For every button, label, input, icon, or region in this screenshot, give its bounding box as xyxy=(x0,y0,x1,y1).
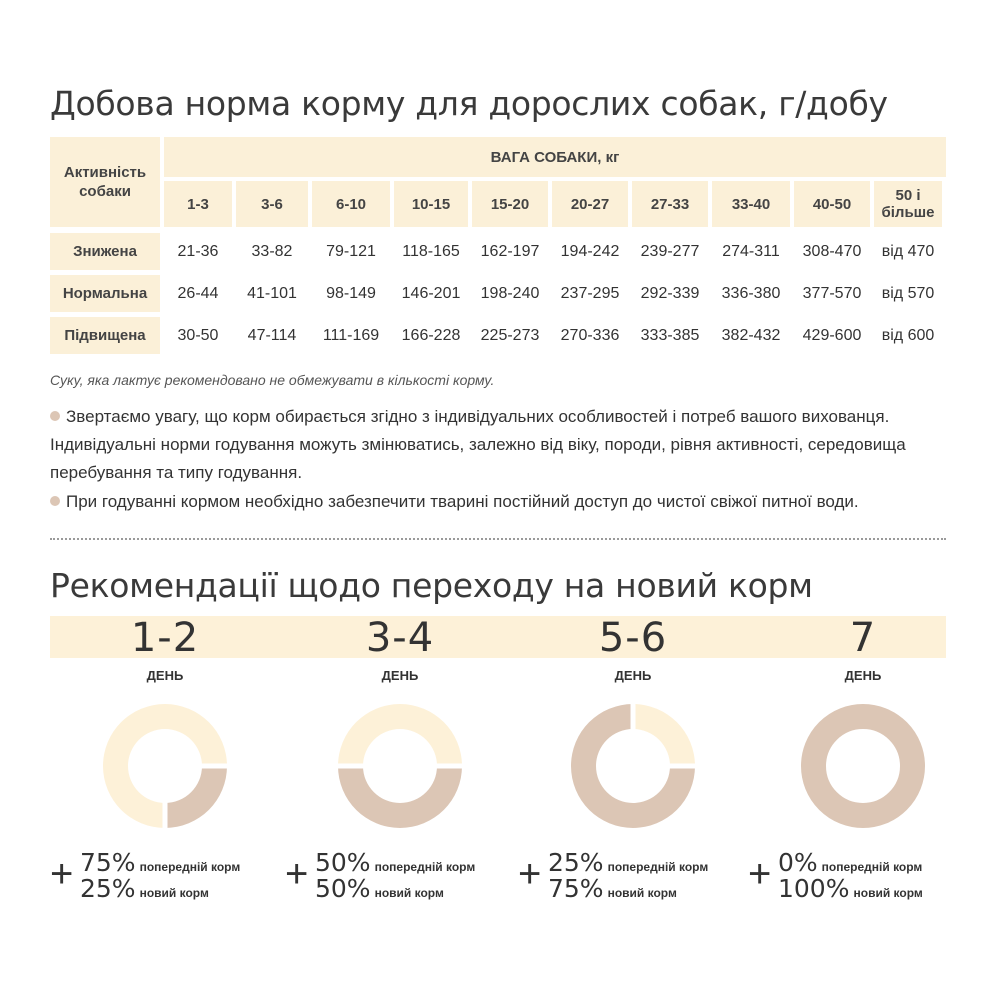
feed-amount-cell: 162-197 xyxy=(480,242,540,260)
feed-amount-cell: 270-336 xyxy=(560,326,620,344)
feed-amount-cell: 237-295 xyxy=(560,284,620,302)
plus-icon: + xyxy=(285,852,309,896)
feed-amount-cell: 382-432 xyxy=(721,326,781,344)
new-food-line xyxy=(548,874,677,903)
feed-amount-cell: 111-169 xyxy=(322,326,380,344)
weight-range-header: 15-20 xyxy=(472,181,548,227)
feed-amount-cell: 79-121 xyxy=(326,242,376,260)
new-food-segment xyxy=(165,766,227,828)
feed-amount-cell: 333-385 xyxy=(640,326,700,344)
mix-legend xyxy=(748,848,978,908)
feed-amount-cell: 239-277 xyxy=(640,242,700,260)
transition-step xyxy=(748,615,978,903)
feed-amount-cell: від 470 xyxy=(881,242,935,260)
new-food-label: новий корм xyxy=(607,886,677,900)
feed-amount-cell: 377-570 xyxy=(802,284,862,302)
feed-amount-cell: 429-600 xyxy=(802,326,862,344)
day-range: 7 xyxy=(849,615,877,661)
new-food-percent: 50% xyxy=(315,874,371,903)
bullet-individual-norms xyxy=(50,403,950,487)
new-food-line xyxy=(80,874,209,903)
plus-icon: + xyxy=(50,852,74,896)
previous-food-label: попередній корм xyxy=(607,860,709,874)
feed-amount-cell: 98-149 xyxy=(326,284,376,302)
previous-food-line xyxy=(548,848,708,877)
weight-range-header: 40-50 xyxy=(794,181,870,227)
previous-food-label: попередній корм xyxy=(374,860,476,874)
mix-legend xyxy=(50,848,280,908)
transition-step xyxy=(285,615,515,903)
weight-range-header: 20-27 xyxy=(552,181,628,227)
feed-amount-cell: 166-228 xyxy=(401,326,461,344)
activity-level-label: Знижена xyxy=(50,233,160,270)
transition-step xyxy=(50,615,280,903)
lactation-note: Суку, яка лактує рекомендовано не обмежувати в кількості корму. xyxy=(50,372,495,388)
feed-amount-cell: 41-101 xyxy=(247,284,297,302)
feed-amount-cell: 308-470 xyxy=(802,242,862,260)
feed-amount-cell: 198-240 xyxy=(480,284,540,302)
previous-food-percent: 50% xyxy=(315,848,371,877)
day-range: 3-4 xyxy=(365,615,435,661)
bullet-dot xyxy=(50,496,60,506)
day-label: ДЕНЬ xyxy=(146,668,184,683)
food-mix-donut xyxy=(336,702,464,830)
food-mix-donut xyxy=(569,702,697,830)
feed-amount-cell: 225-273 xyxy=(480,326,540,344)
plus-icon: + xyxy=(748,852,772,896)
weight-range-header: 6-10 xyxy=(312,181,390,227)
feed-amount-cell: від 570 xyxy=(881,284,935,302)
new-food-line xyxy=(315,874,444,903)
previous-food-label: попередній корм xyxy=(821,860,923,874)
bullet-dot xyxy=(50,411,60,421)
feed-amount-cell: 21-36 xyxy=(177,242,219,260)
day-range: 1-2 xyxy=(130,615,200,661)
food-mix-donut xyxy=(101,702,229,830)
feed-amount-cell: 118-165 xyxy=(402,242,460,260)
new-food-segment xyxy=(338,766,462,828)
bullet-text: Звертаємо увагу, що корм обирається згідно з індивідуальних особливостей і потреб вашого вихованця. Індивідуальні норми годування можуть змінюватись, залежно від віку, породи, рівня активності, середовища перебування та типу годування. xyxy=(50,407,906,482)
weight-range-header: 33-40 xyxy=(712,181,790,227)
feed-amount-cell: 336-380 xyxy=(721,284,781,302)
previous-food-segment xyxy=(633,704,695,766)
new-food-line xyxy=(778,874,923,903)
new-food-percent: 100% xyxy=(778,874,850,903)
weight-header: ВАГА СОБАКИ, кг xyxy=(164,137,946,177)
plus-icon: + xyxy=(518,852,542,896)
new-food-label: новий корм xyxy=(853,886,923,900)
day-label: ДЕНЬ xyxy=(614,668,652,683)
weight-range-header: 10-15 xyxy=(394,181,468,227)
bullet-water-access xyxy=(50,488,950,516)
day-range: 5-6 xyxy=(598,615,668,661)
page-title: Добова норма корму для дорослих собак, г/добу xyxy=(50,84,888,123)
previous-food-percent: 0% xyxy=(778,848,818,877)
activity-header: Активність собаки xyxy=(50,137,160,227)
previous-food-percent: 75% xyxy=(80,848,136,877)
new-food-percent: 25% xyxy=(80,874,136,903)
feeding-table xyxy=(50,137,946,357)
activity-level-label: Підвищена xyxy=(50,317,160,354)
feed-amount-cell: 26-44 xyxy=(177,284,219,302)
new-food-label: новий корм xyxy=(374,886,444,900)
new-food-label: новий корм xyxy=(139,886,209,900)
activity-level-label: Нормальна xyxy=(50,275,160,312)
previous-food-line xyxy=(80,848,240,877)
feed-amount-cell: 274-311 xyxy=(722,242,780,260)
day-label: ДЕНЬ xyxy=(381,668,419,683)
feed-amount-cell: 47-114 xyxy=(247,326,297,344)
previous-food-line xyxy=(778,848,922,877)
feed-amount-cell: 292-339 xyxy=(640,284,700,302)
day-label: ДЕНЬ xyxy=(844,668,882,683)
previous-food-percent: 25% xyxy=(548,848,604,877)
feed-amount-cell: 33-82 xyxy=(251,242,293,260)
food-mix-donut xyxy=(799,702,927,830)
previous-food-line xyxy=(315,848,475,877)
weight-range-header: 50 і більше xyxy=(874,181,942,227)
weight-range-header: 27-33 xyxy=(632,181,708,227)
transition-title: Рекомендації щодо переходу на новий корм xyxy=(50,566,813,605)
mix-legend xyxy=(285,848,515,908)
previous-food-label: попередній корм xyxy=(139,860,241,874)
feed-amount-cell: 146-201 xyxy=(401,284,461,302)
previous-food-segment xyxy=(338,704,462,766)
transition-step xyxy=(518,615,748,903)
weight-range-header: 1-3 xyxy=(164,181,232,227)
new-food-segment xyxy=(814,717,913,816)
bullet-text: При годуванні кормом необхідно забезпечити тварині постійний доступ до чистої свіжої питної води. xyxy=(66,492,859,511)
feed-amount-cell: 30-50 xyxy=(177,326,219,344)
feed-amount-cell: від 600 xyxy=(881,326,935,344)
section-divider xyxy=(50,538,946,540)
mix-legend xyxy=(518,848,748,908)
new-food-percent: 75% xyxy=(548,874,604,903)
weight-range-header: 3-6 xyxy=(236,181,308,227)
feed-amount-cell: 194-242 xyxy=(560,242,620,260)
